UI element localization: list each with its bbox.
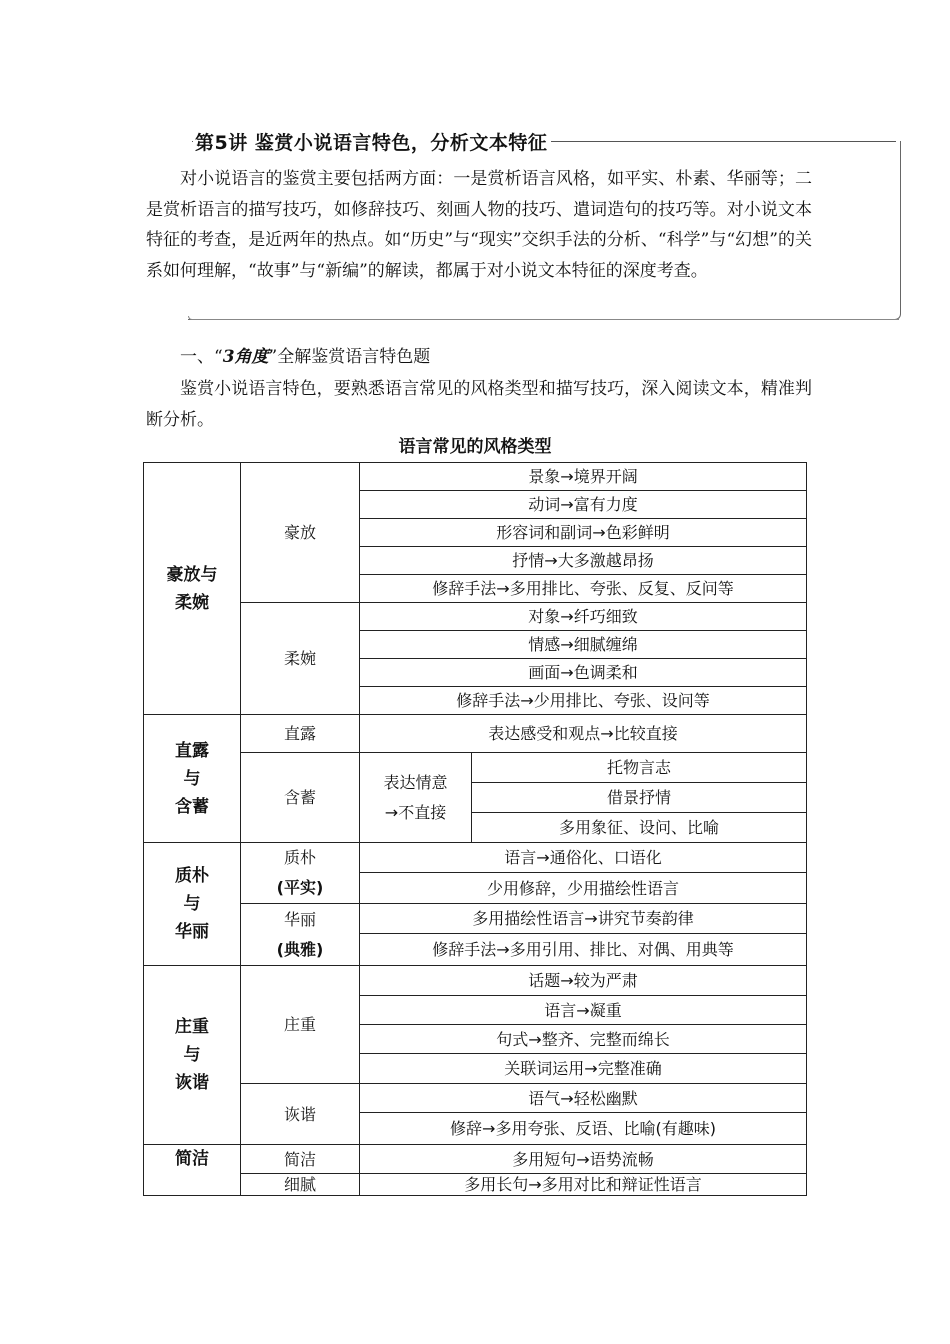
feature-cell: 语气→轻松幽默 [360,1084,807,1113]
feature-cell: 修辞手法→多用排比、夸张、反复、反问等 [360,575,807,603]
subcategory-cell: 庄重 [241,966,360,1084]
feature-cell: 情感→细腻缠绵 [360,631,807,659]
feature-cell: 表达感受和观点→比较直接 [360,715,807,753]
style-types-table [143,462,807,1196]
feature-cell: 画面→色调柔和 [360,659,807,687]
feature-cell: 关联词运用→完整准确 [360,1054,807,1084]
subcategory-cell: 质朴 (平实) [241,843,360,904]
subcategory-cell: 诙谐 [241,1084,360,1145]
subcategory-cell: 华丽 (典雅) [241,904,360,966]
subcategory-cell: 豪放 [241,463,360,603]
table-row [144,715,807,753]
feature-cell: 托物言志 [472,753,807,783]
subcategory-cell: 含蓄 [241,753,360,843]
category-cell: 简洁 [144,1145,241,1196]
table-title: 语言常见的风格类型 [398,437,552,457]
feature-cell: 对象→纤巧细致 [360,603,807,631]
table-row [144,966,807,996]
table-row [144,1145,807,1174]
section-paragraph: 鉴赏小说语言特色，要熟悉语言常见的风格类型和描写技巧，深入阅读文本，精准判断分析。 [146,379,812,430]
feature-cell: 借景抒情 [472,783,807,813]
category-cell: 直露 与 含蓄 [144,715,241,843]
lesson-title: 第5讲 鉴赏小说语言特色，分析文本特征 [193,128,551,155]
category-cell: 豪放与 柔婉 [144,463,241,715]
subcategory-cell: 简洁 [241,1145,360,1174]
feature-cell: 语言→凝重 [360,996,807,1025]
mid-cell: 表达情意 →不直接 [360,753,472,843]
feature-cell: 修辞→多用夸张、反语、比喻(有趣味) [360,1113,807,1145]
subcategory-cell: 柔婉 [241,603,360,715]
feature-cell: 话题→较为严肃 [360,966,807,996]
feature-cell: 修辞手法→多用引用、排比、对偶、用典等 [360,934,807,966]
feature-cell: 景象→境界开阔 [360,463,807,491]
table-row [144,463,807,491]
feature-cell: 多用长句→多用对比和辩证性语言 [360,1174,807,1196]
section-heading-suffix: ”全解鉴赏语言特色题 [268,347,431,367]
table-row [144,603,807,631]
feature-cell: 语言→通俗化、口语化 [360,843,807,873]
section-heading [180,342,430,367]
feature-cell: 抒情→大多激越昂扬 [360,547,807,575]
category-cell: 庄重 与 诙谐 [144,966,241,1145]
feature-cell: 多用象征、设问、比喻 [472,813,807,843]
section-heading-prefix: 一、“ [180,347,223,367]
feature-cell: 修辞手法→少用排比、夸张、设问等 [360,687,807,715]
feature-cell: 形容词和副词→色彩鲜明 [360,519,807,547]
table-row [144,904,807,934]
feature-cell: 少用修辞，少用描绘性语言 [360,873,807,904]
intro-paragraph: 对小说语言的鉴赏主要包括两方面：一是赏析语言风格，如平实、朴素、华丽等；二是赏析语言的描写技巧，如修辞技巧、刻画人物的技巧、遣词造句的技巧等。对小说文本特征的考查，是近两年的热点。如“历史”与“现实”交织手法的分析、“科学”与“幻想”的关系如何理解，“故事”与“新编”的解读，都属于对小说文本特征的深度考查。 [146,169,812,281]
subcategory-cell: 直露 [241,715,360,753]
category-cell: 质朴 与 华丽 [144,843,241,966]
intro-box-bottom-rule [188,316,899,320]
feature-cell: 句式→整齐、完整而绵长 [360,1025,807,1054]
subcategory-cell: 细腻 [241,1174,360,1196]
table-row [144,843,807,873]
table-row [144,1084,807,1113]
feature-cell: 多用短句→语势流畅 [360,1145,807,1174]
feature-cell: 动词→富有力度 [360,491,807,519]
table-row [144,753,807,783]
feature-cell: 多用描绘性语言→讲究节奏韵律 [360,904,807,934]
section-heading-emphasis: 3角度 [222,347,269,367]
table-row [144,1174,807,1196]
